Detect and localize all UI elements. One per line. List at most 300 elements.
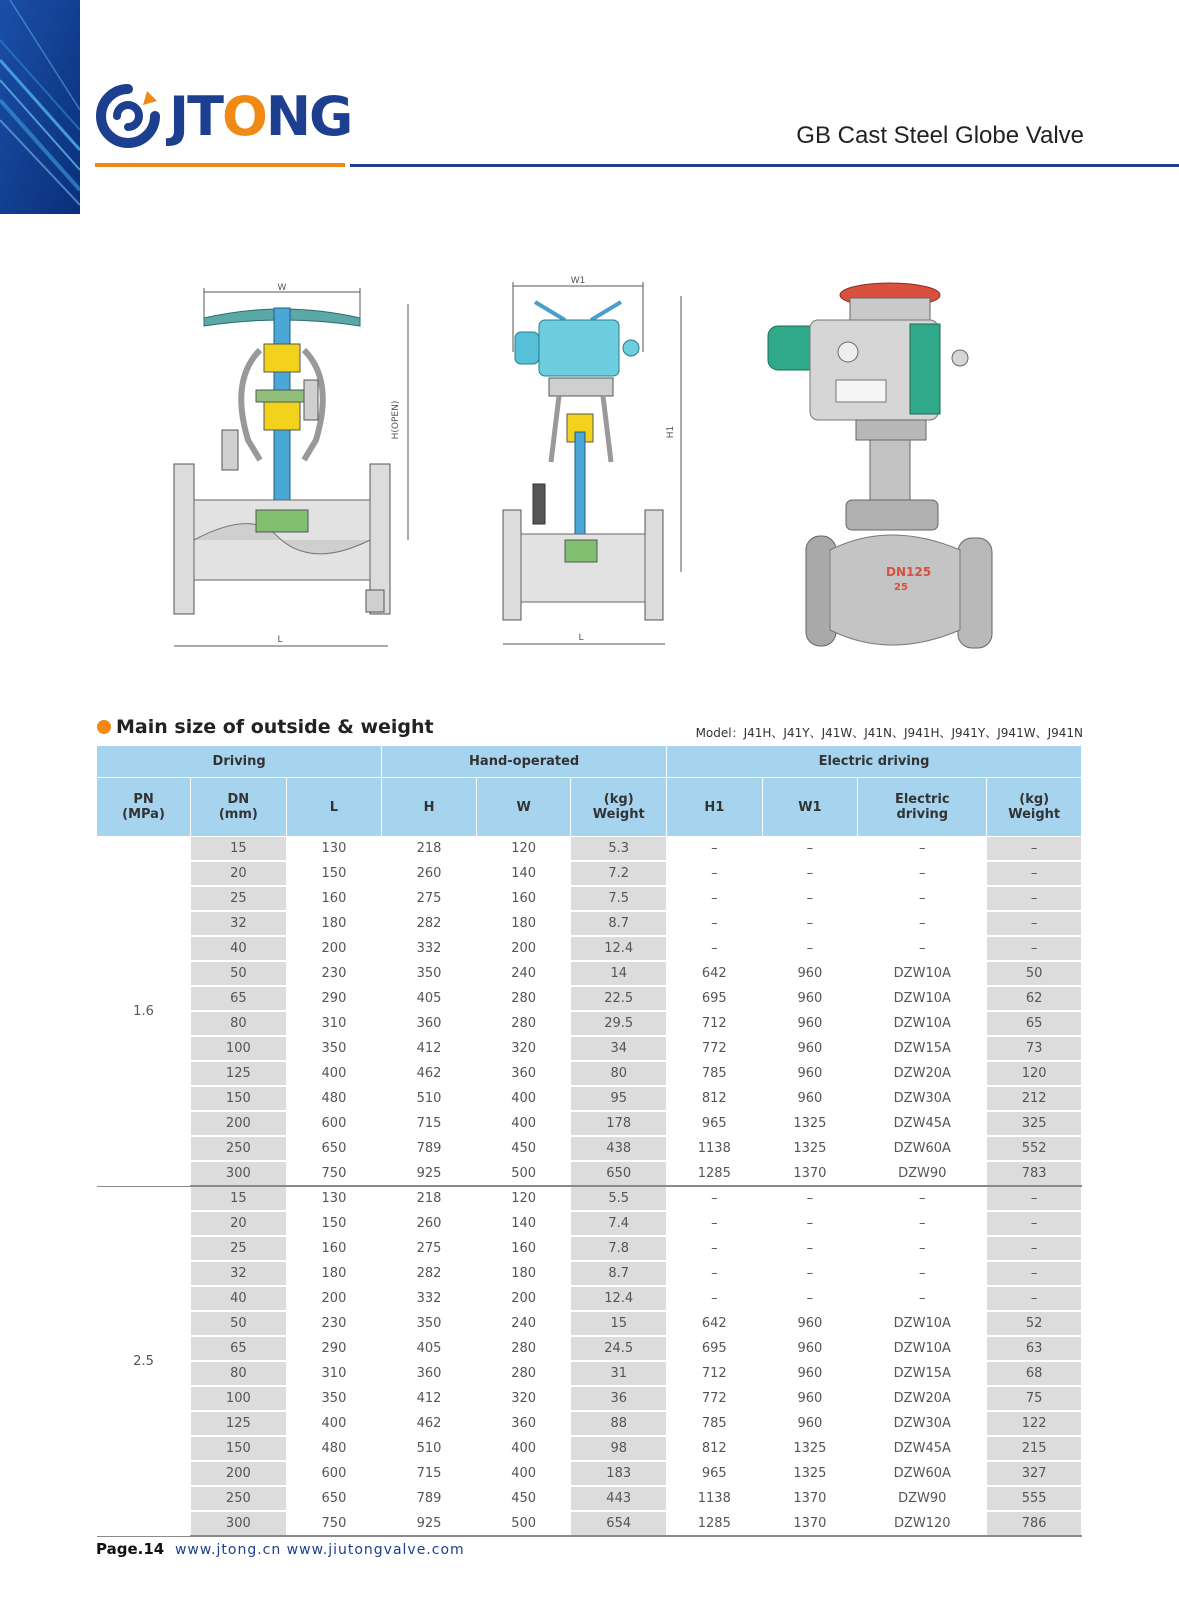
table-cell: 8.7 <box>571 1261 667 1286</box>
table-cell: DZW10A <box>858 1311 987 1336</box>
table-cell: 212 <box>987 1086 1082 1111</box>
table-cell: 200 <box>476 1286 571 1311</box>
table-cell: – <box>858 936 987 961</box>
dim-l-label: L <box>277 635 283 645</box>
table-cell: 715 <box>382 1461 477 1486</box>
table-cell: DZW30A <box>858 1086 987 1111</box>
table-cell: 290 <box>286 986 382 1011</box>
table-cell: 555 <box>987 1486 1082 1511</box>
table-cell: 15 <box>191 1186 287 1211</box>
footer <box>96 1540 465 1558</box>
table-cell: 240 <box>476 961 571 986</box>
table-cell: 150 <box>191 1086 287 1111</box>
table-cell: 260 <box>382 861 477 886</box>
table-cell: 450 <box>476 1486 571 1511</box>
table-cell: 650 <box>286 1486 382 1511</box>
table-cell: 327 <box>987 1461 1082 1486</box>
table-cell: – <box>858 1261 987 1286</box>
table-cell: – <box>858 886 987 911</box>
table-cell: 32 <box>191 911 287 936</box>
table-cell: 15 <box>571 1311 667 1336</box>
table-cell: 695 <box>667 1336 763 1361</box>
table-cell: 812 <box>667 1436 763 1461</box>
table-cell: 300 <box>191 1511 287 1536</box>
table-cell: 218 <box>382 837 477 862</box>
table-row <box>97 1311 1082 1336</box>
group-hand-operated: Hand-operated <box>382 746 667 778</box>
table-cell: 120 <box>987 1061 1082 1086</box>
table-row <box>97 1361 1082 1386</box>
table-cell: 450 <box>476 1136 571 1161</box>
table-cell: 1370 <box>762 1511 858 1536</box>
table-cell: 200 <box>286 1286 382 1311</box>
table-cell: 40 <box>191 1286 287 1311</box>
table-cell: – <box>762 1236 858 1261</box>
table-cell: 400 <box>476 1436 571 1461</box>
table-body <box>97 837 1082 1537</box>
table-cell: 280 <box>476 986 571 1011</box>
table-cell: 350 <box>382 961 477 986</box>
table-cell: 443 <box>571 1486 667 1511</box>
page-title: GB Cast Steel Globe Valve <box>796 122 1084 149</box>
dim-l-label-2: L <box>578 633 584 643</box>
table-cell: 1285 <box>667 1161 763 1186</box>
table-cell: 215 <box>987 1436 1082 1461</box>
table-cell: 960 <box>762 1061 858 1086</box>
table-cell: – <box>667 911 763 936</box>
table-cell: DZW15A <box>858 1361 987 1386</box>
table-row <box>97 1436 1082 1461</box>
table-row <box>97 1036 1082 1061</box>
table-cell: 310 <box>286 1011 382 1036</box>
table-cell: 1325 <box>762 1111 858 1136</box>
table-cell: DZW20A <box>858 1386 987 1411</box>
page-number: Page.14 <box>96 1540 165 1558</box>
table-cell: 7.5 <box>571 886 667 911</box>
table-cell: 29.5 <box>571 1011 667 1036</box>
website-links[interactable]: www.jtong.cn www.jiutongvalve.com <box>174 1542 465 1558</box>
table-cell: – <box>762 1286 858 1311</box>
table-cell: 510 <box>382 1436 477 1461</box>
table-row <box>97 1336 1082 1361</box>
table-cell: – <box>987 936 1082 961</box>
table-row <box>97 1461 1082 1486</box>
col-h: H <box>382 778 477 837</box>
table-cell: 310 <box>286 1361 382 1386</box>
table-cell: 462 <box>382 1061 477 1086</box>
dim-h-label: H(OPEN) <box>391 400 401 440</box>
table-cell: 650 <box>571 1161 667 1186</box>
table-row <box>97 1286 1082 1311</box>
table-cell: 412 <box>382 1036 477 1061</box>
table-cell: 332 <box>382 936 477 961</box>
dim-w-label: W <box>277 283 287 293</box>
pn-cell: 2.5 <box>97 1186 191 1536</box>
table-cell: 125 <box>191 1411 287 1436</box>
table-cell: 510 <box>382 1086 477 1111</box>
table-cell: 715 <box>382 1111 477 1136</box>
table-cell: DZW10A <box>858 961 987 986</box>
table-row <box>97 1086 1082 1111</box>
table-cell: 32 <box>191 1261 287 1286</box>
table-cell: 960 <box>762 1411 858 1436</box>
table-cell: DZW10A <box>858 986 987 1011</box>
table-cell: 95 <box>571 1086 667 1111</box>
table-cell: 22.5 <box>571 986 667 1011</box>
table-cell: 462 <box>382 1411 477 1436</box>
table-cell: DZW15A <box>858 1036 987 1061</box>
table-cell: – <box>987 1211 1082 1236</box>
section-title: Main size of outside & weight <box>97 716 434 738</box>
table-cell: 24.5 <box>571 1336 667 1361</box>
table-cell: 280 <box>476 1361 571 1386</box>
table-cell: 772 <box>667 1036 763 1061</box>
table-cell: – <box>762 1186 858 1211</box>
table-cell: 50 <box>191 961 287 986</box>
table-cell: 250 <box>191 1136 287 1161</box>
col-weight: (kg) Weight <box>571 778 667 837</box>
table-row <box>97 1136 1082 1161</box>
table-cell: 8.7 <box>571 911 667 936</box>
table-cell: 31 <box>571 1361 667 1386</box>
table-cell: 40 <box>191 936 287 961</box>
table-cell: 200 <box>191 1111 287 1136</box>
table-cell: 160 <box>476 886 571 911</box>
table-cell: 438 <box>571 1136 667 1161</box>
table-cell: – <box>987 1186 1082 1211</box>
table-cell: DZW90 <box>858 1161 987 1186</box>
group-electric-driving: Electric driving <box>667 746 1082 778</box>
table-cell: 712 <box>667 1011 763 1036</box>
table-cell: 120 <box>476 837 571 862</box>
table-row <box>97 1186 1082 1211</box>
table-cell: 695 <box>667 986 763 1011</box>
col-h1: H1 <box>667 778 763 837</box>
table-cell: 65 <box>191 1336 287 1361</box>
brand-logo <box>95 80 351 152</box>
table-cell: DZW45A <box>858 1111 987 1136</box>
table-cell: 12.4 <box>571 1286 667 1311</box>
table-cell: 180 <box>286 1261 382 1286</box>
table-cell: 68 <box>987 1361 1082 1386</box>
table-row <box>97 1211 1082 1236</box>
table-cell: – <box>667 1261 763 1286</box>
table-cell: 75 <box>987 1386 1082 1411</box>
table-cell: – <box>762 911 858 936</box>
table-cell: 178 <box>571 1111 667 1136</box>
table-cell: 140 <box>476 861 571 886</box>
table-cell: 50 <box>191 1311 287 1336</box>
table-cell: DZW120 <box>858 1511 987 1536</box>
table-cell: 20 <box>191 861 287 886</box>
table-cell: 812 <box>667 1086 763 1111</box>
dim-h1-label: H1 <box>666 425 676 439</box>
bullet-dot-icon <box>97 720 111 734</box>
table-cell: DZW45A <box>858 1436 987 1461</box>
pn-cell: 1.6 <box>97 837 191 1187</box>
table-cell: – <box>762 837 858 862</box>
table-cell: 789 <box>382 1486 477 1511</box>
table-cell: 960 <box>762 986 858 1011</box>
table-cell: – <box>762 1211 858 1236</box>
table-cell: 50 <box>987 961 1082 986</box>
table-cell: – <box>762 886 858 911</box>
table-cell: – <box>858 911 987 936</box>
table-cell: – <box>858 1236 987 1261</box>
table-cell: 180 <box>286 911 382 936</box>
table-cell: 925 <box>382 1511 477 1536</box>
table-cell: 160 <box>286 1236 382 1261</box>
table-cell: 62 <box>987 986 1082 1011</box>
table-cell: – <box>987 837 1082 862</box>
table-cell: 712 <box>667 1361 763 1386</box>
table-row <box>97 986 1082 1011</box>
table-cell: 65 <box>987 1011 1082 1036</box>
hand-operated-valve-drawing <box>160 280 430 665</box>
table-cell: 150 <box>191 1436 287 1461</box>
table-cell: 80 <box>571 1061 667 1086</box>
table-cell: – <box>987 1236 1082 1261</box>
table-row <box>97 837 1082 862</box>
table-row <box>97 1261 1082 1286</box>
table-cell: 332 <box>382 1286 477 1311</box>
table-cell: 400 <box>286 1411 382 1436</box>
table-cell: 552 <box>987 1136 1082 1161</box>
table-cell: 350 <box>382 1311 477 1336</box>
table-cell: – <box>667 1186 763 1211</box>
table-cell: 360 <box>382 1011 477 1036</box>
table-cell: DZW90 <box>858 1486 987 1511</box>
table-cell: 36 <box>571 1386 667 1411</box>
logo-mark-icon <box>95 83 161 149</box>
col-l: L <box>286 778 382 837</box>
table-row <box>97 961 1082 986</box>
table-cell: 1325 <box>762 1136 858 1161</box>
table-cell: 965 <box>667 1111 763 1136</box>
table-cell: 7.4 <box>571 1211 667 1236</box>
table-cell: 320 <box>476 1036 571 1061</box>
brand-wordmark: JTONG <box>169 84 352 148</box>
table-cell: 960 <box>762 961 858 986</box>
table-cell: 1325 <box>762 1461 858 1486</box>
table-cell: 772 <box>667 1386 763 1411</box>
table-row <box>97 1486 1082 1511</box>
table-cell: 960 <box>762 1036 858 1061</box>
col-dn: DN (mm) <box>191 778 287 837</box>
table-cell: 1285 <box>667 1511 763 1536</box>
table-row <box>97 1011 1082 1036</box>
table-cell: 320 <box>476 1386 571 1411</box>
table-cell: 280 <box>476 1336 571 1361</box>
table-cell: 125 <box>191 1061 287 1086</box>
orange-rule <box>95 163 345 167</box>
table-cell: 52 <box>987 1311 1082 1336</box>
table-cell: 200 <box>476 936 571 961</box>
table-cell: 960 <box>762 1386 858 1411</box>
table-cell: 960 <box>762 1011 858 1036</box>
table-cell: 7.2 <box>571 861 667 886</box>
table-cell: 5.5 <box>571 1186 667 1211</box>
table-cell: 642 <box>667 1311 763 1336</box>
table-cell: 230 <box>286 1311 382 1336</box>
table-row <box>97 1411 1082 1436</box>
table-row <box>97 1061 1082 1086</box>
table-cell: 600 <box>286 1111 382 1136</box>
table-cell: DZW10A <box>858 1011 987 1036</box>
table-cell: – <box>762 861 858 886</box>
table-cell: 275 <box>382 1236 477 1261</box>
table-cell: – <box>987 1286 1082 1311</box>
col-electric-weight: (kg) Weight <box>987 778 1082 837</box>
table-cell: – <box>667 1236 763 1261</box>
table-cell: DZW60A <box>858 1136 987 1161</box>
table-cell: 98 <box>571 1436 667 1461</box>
table-cell: 80 <box>191 1011 287 1036</box>
table-cell: 5.3 <box>571 837 667 862</box>
table-row <box>97 1511 1082 1536</box>
table-cell: 250 <box>191 1486 287 1511</box>
table-cell: 280 <box>476 1011 571 1036</box>
table-cell: 500 <box>476 1161 571 1186</box>
table-cell: 1370 <box>762 1486 858 1511</box>
table-cell: 260 <box>382 1211 477 1236</box>
table-cell: 400 <box>476 1086 571 1111</box>
table-cell: – <box>667 886 763 911</box>
casting-mark-pn: 25 <box>894 582 908 593</box>
table-cell: – <box>762 936 858 961</box>
table-cell: 150 <box>286 1211 382 1236</box>
table-cell: 480 <box>286 1436 382 1461</box>
table-cell: 1370 <box>762 1161 858 1186</box>
table-cell: 160 <box>476 1236 571 1261</box>
table-cell: – <box>987 911 1082 936</box>
table-cell: 785 <box>667 1411 763 1436</box>
table-cell: 654 <box>571 1511 667 1536</box>
table-cell: 130 <box>286 1186 382 1211</box>
table-cell: – <box>987 861 1082 886</box>
table-cell: 500 <box>476 1511 571 1536</box>
table-cell: 1138 <box>667 1486 763 1511</box>
table-cell: 350 <box>286 1036 382 1061</box>
table-row <box>97 886 1082 911</box>
col-w1: W1 <box>762 778 858 837</box>
table-cell: – <box>858 837 987 862</box>
table-cell: 960 <box>762 1361 858 1386</box>
table-cell: 15 <box>191 837 287 862</box>
table-cell: 785 <box>667 1061 763 1086</box>
table-cell: 400 <box>476 1461 571 1486</box>
table-cell: 789 <box>382 1136 477 1161</box>
table-cell: 140 <box>476 1211 571 1236</box>
electric-valve-photo <box>760 280 1000 660</box>
table-cell: – <box>987 1261 1082 1286</box>
table-cell: – <box>762 1261 858 1286</box>
table-cell: – <box>667 1211 763 1236</box>
table-cell: 282 <box>382 1261 477 1286</box>
table-cell: 405 <box>382 986 477 1011</box>
table-cell: 360 <box>382 1361 477 1386</box>
table-cell: – <box>667 936 763 961</box>
table-cell: 12.4 <box>571 936 667 961</box>
col-pn: PN (MPa) <box>97 778 191 837</box>
table-cell: 218 <box>382 1186 477 1211</box>
blue-rule <box>350 164 1179 167</box>
table-cell: 100 <box>191 1386 287 1411</box>
table-cell: – <box>667 861 763 886</box>
group-driving: Driving <box>97 746 382 778</box>
table-cell: 405 <box>382 1336 477 1361</box>
table-cell: DZW10A <box>858 1336 987 1361</box>
table-cell: 960 <box>762 1336 858 1361</box>
table-cell: 400 <box>286 1061 382 1086</box>
table-cell: 750 <box>286 1161 382 1186</box>
table-cell: 80 <box>191 1361 287 1386</box>
table-cell: 960 <box>762 1086 858 1111</box>
casting-mark-dn: DN125 <box>886 565 932 579</box>
table-cell: – <box>858 1286 987 1311</box>
table-cell: 750 <box>286 1511 382 1536</box>
table-cell: 350 <box>286 1386 382 1411</box>
col-electric-driving: Electric driving <box>858 778 987 837</box>
table-cell: 7.8 <box>571 1236 667 1261</box>
table-cell: DZW20A <box>858 1061 987 1086</box>
table-cell: 160 <box>286 886 382 911</box>
table-row <box>97 861 1082 886</box>
table-cell: 88 <box>571 1411 667 1436</box>
table-row <box>97 1161 1082 1186</box>
col-w: W <box>476 778 571 837</box>
table-cell: 965 <box>667 1461 763 1486</box>
table-cell: 786 <box>987 1511 1082 1536</box>
table-row <box>97 936 1082 961</box>
table-cell: 180 <box>476 911 571 936</box>
table-cell: 65 <box>191 986 287 1011</box>
table-cell: 412 <box>382 1386 477 1411</box>
table-cell: 14 <box>571 961 667 986</box>
table-cell: 150 <box>286 861 382 886</box>
table-cell: 275 <box>382 886 477 911</box>
table-cell: – <box>858 861 987 886</box>
table-cell: 20 <box>191 1211 287 1236</box>
table-cell: – <box>858 1186 987 1211</box>
table-cell: 480 <box>286 1086 382 1111</box>
table-cell: 642 <box>667 961 763 986</box>
table-cell: 360 <box>476 1061 571 1086</box>
table-cell: 960 <box>762 1311 858 1336</box>
table-cell: 400 <box>476 1111 571 1136</box>
table-cell: – <box>987 886 1082 911</box>
table-cell: 200 <box>191 1461 287 1486</box>
table-cell: 282 <box>382 911 477 936</box>
table-cell: 240 <box>476 1311 571 1336</box>
table-cell: 783 <box>987 1161 1082 1186</box>
dim-w1-label: W1 <box>570 276 586 286</box>
table-cell: 34 <box>571 1036 667 1061</box>
table-cell: 73 <box>987 1036 1082 1061</box>
table-cell: 122 <box>987 1411 1082 1436</box>
table-row <box>97 1111 1082 1136</box>
table-cell: 25 <box>191 1236 287 1261</box>
table-row <box>97 1236 1082 1261</box>
table-cell: 130 <box>286 837 382 862</box>
table-cell: 120 <box>476 1186 571 1211</box>
model-list: Model：J41H、J41Y、J41W、J41N、J941H、J941Y、J941W、J941N <box>695 726 1083 740</box>
table-cell: 300 <box>191 1161 287 1186</box>
table-cell: DZW30A <box>858 1411 987 1436</box>
table-cell: 183 <box>571 1461 667 1486</box>
table-cell: DZW60A <box>858 1461 987 1486</box>
table-cell: 100 <box>191 1036 287 1061</box>
